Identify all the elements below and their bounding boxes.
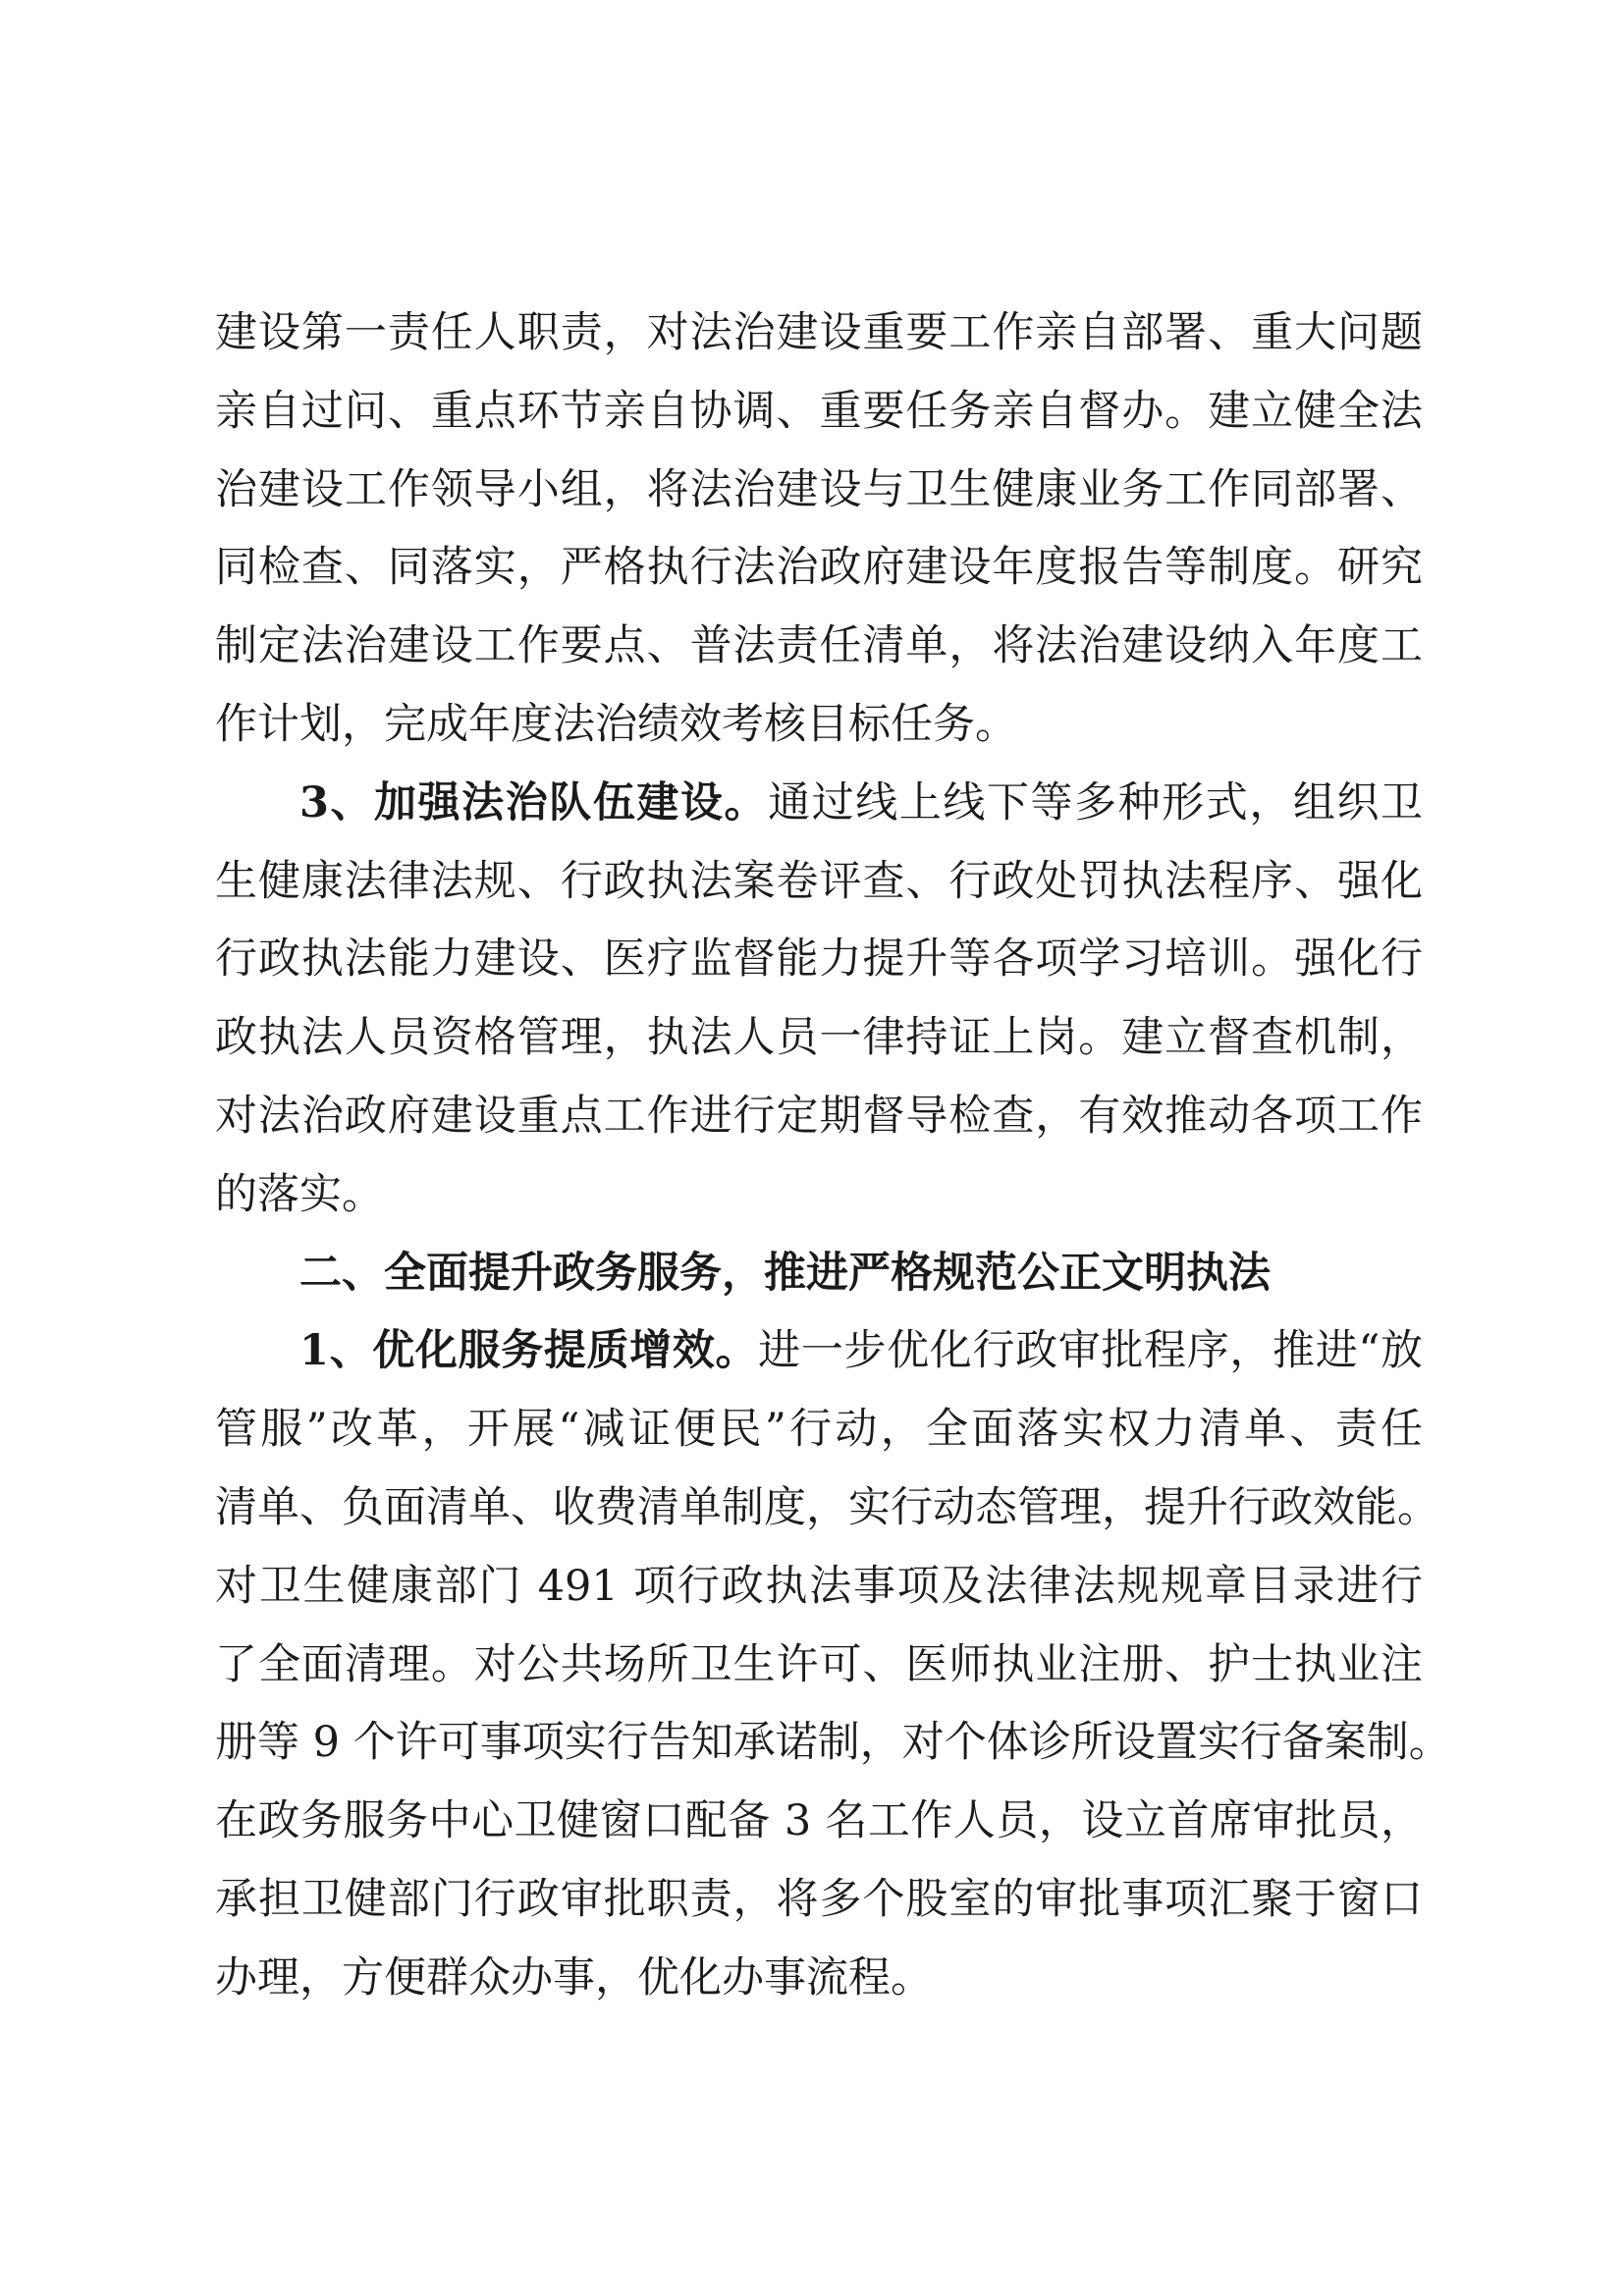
text-line-first (215, 1312, 1423, 1391)
text-line: 建设第一责任人职责，对法治建设重要工作亲自部署、重大问题 (215, 308, 1423, 357)
paragraph-leadership-duties (215, 294, 1423, 765)
paragraph-service-optimization (215, 1312, 1451, 2017)
text-line: 在政务服务中心卫健窗口配备 3 名工作人员，设立首席审批员， (215, 1796, 1423, 1846)
text-line: 册等 9 个许可事项实行告知承诺制，对个体诊所设置实行备案制。 (215, 1718, 1451, 1768)
text-line-first (215, 765, 1423, 843)
paragraph-first-line-text: 通过线上线下等多种形式，组织卫 (768, 777, 1424, 828)
text-line: 管服”改革，开展“减证便民”行动，全面落实权力清单、责任 (215, 1405, 1423, 1455)
text-line: 对法治政府建设重点工作进行定期督导检查，有效推动各项工作 (215, 1091, 1423, 1141)
text-line: 对卫生健康部门 491 项行政执法事项及法律法规规章目录进行 (215, 1561, 1423, 1611)
text-line: 承担卫健部门行政审批职责，将多个股室的审批事项汇聚于窗口 (215, 1874, 1423, 1924)
text-line: 制定法治建设工作要点、普法责任清单，将法治建设纳入年度工 (215, 621, 1423, 671)
text-line: 同检查、同落实，严格执行法治政府建设年度报告等制度。研究 (215, 543, 1423, 593)
text-line: 的落实。 (215, 1169, 384, 1219)
paragraph-team-building (215, 765, 1423, 1235)
document-body (215, 294, 1451, 2018)
text-line: 作计划，完成年度法治绩效考核目标任务。 (215, 699, 1017, 749)
text-line: 生健康法律法规、行政执法案卷评查、行政处罚执法程序、强化 (215, 856, 1423, 906)
text-line: 亲自过问、重点环节亲自协调、重要任务亲自督办。建立健全法 (215, 386, 1423, 436)
paragraph-lead-title: 3、加强法治队伍建设。 (299, 777, 769, 828)
paragraph-lead-title: 1、优化服务提质增效。 (299, 1326, 759, 1376)
text-line: 办理，方便群众办事，优化办事流程。 (215, 1952, 933, 2002)
section-heading: 二、全面提升政务服务，推进严格规范公正文明执法 (299, 1248, 1271, 1298)
text-line: 行政执法能力建设、医疗监督能力提升等各项学习培训。强化行 (215, 934, 1423, 985)
text-line: 政执法人员资格管理，执法人员一律持证上岗。建立督查机制， (215, 1013, 1423, 1063)
text-line: 治建设工作领导小组，将法治建设与卫生健康业务工作同部署、 (215, 464, 1423, 514)
text-line: 清单、负面清单、收费清单制度，实行动态管理，提升行政效能。 (215, 1482, 1439, 1532)
text-line: 了全面清理。对公共场所卫生许可、医师执业注册、护士执业注 (215, 1639, 1423, 1689)
paragraph-first-line-text: 进一步优化行政审批程序，推进“放 (758, 1326, 1424, 1376)
